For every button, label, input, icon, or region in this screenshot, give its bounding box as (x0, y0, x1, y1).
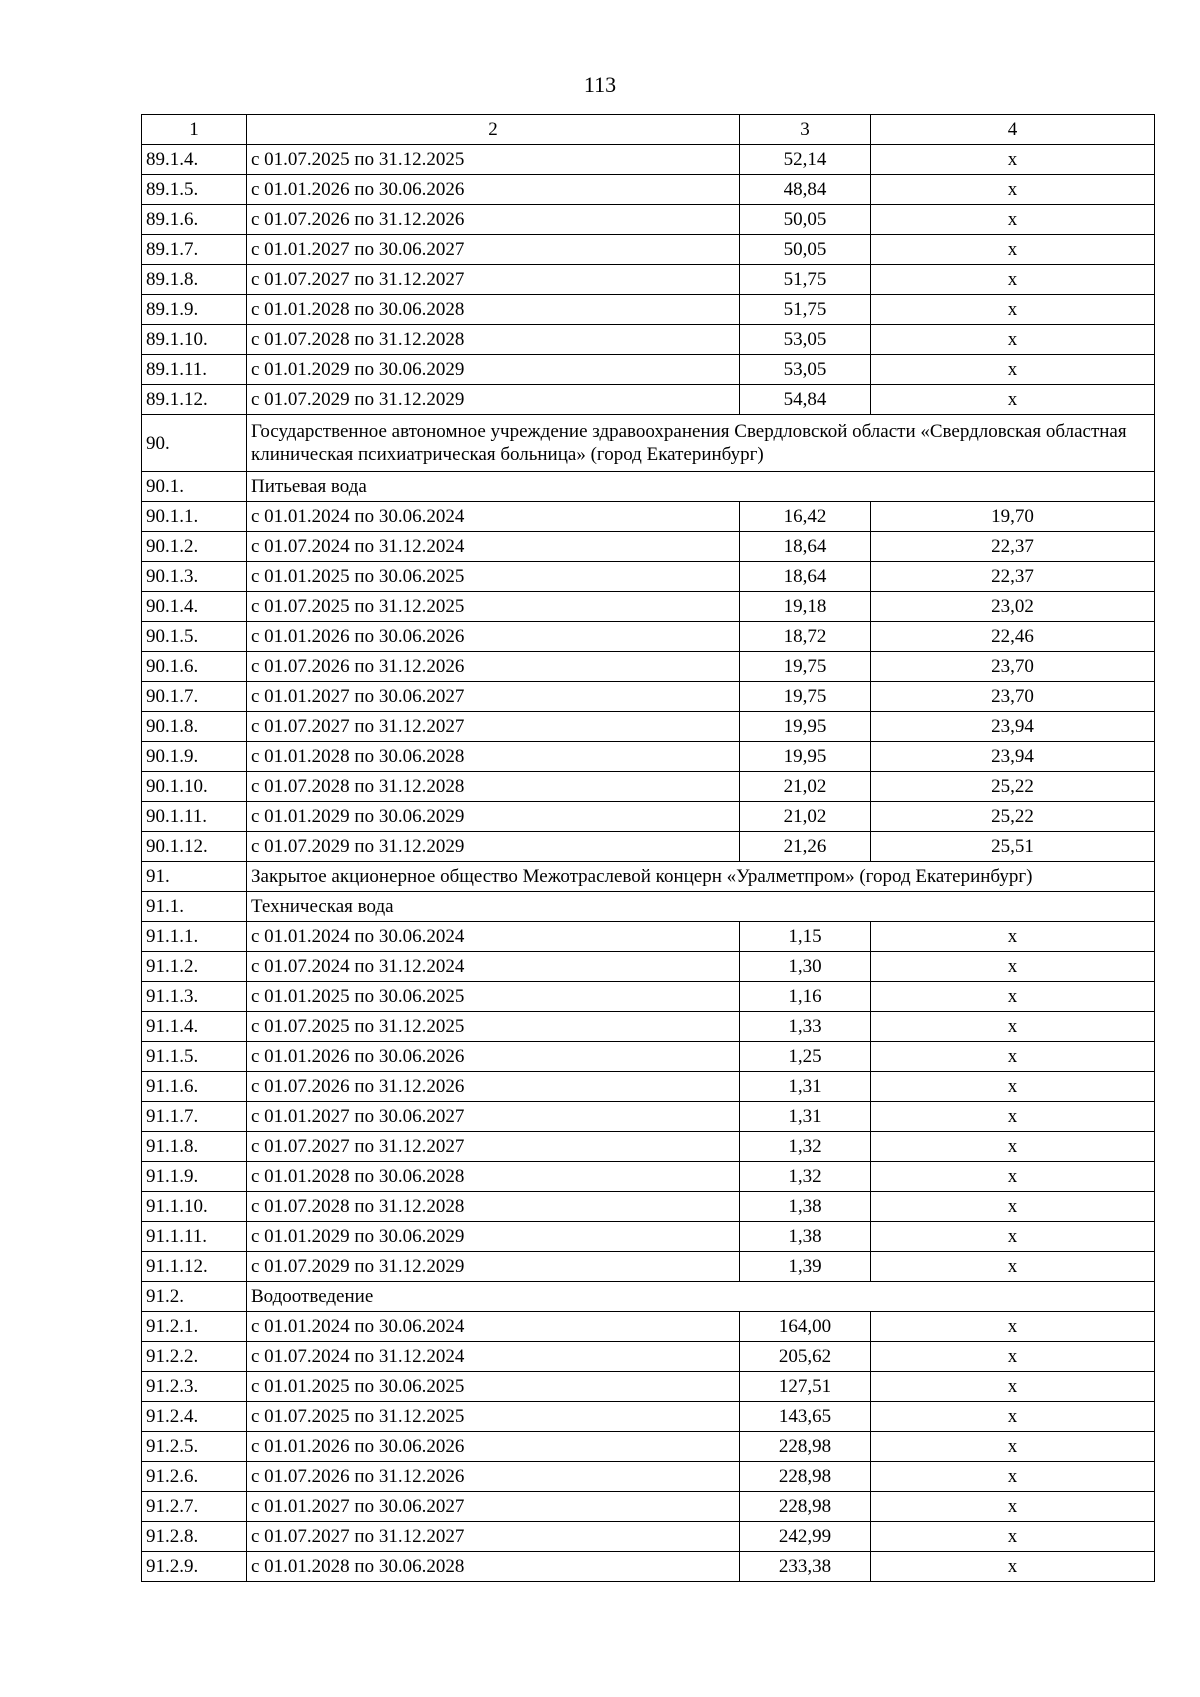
tariff-value-cell: 1,15 (740, 922, 871, 952)
period-cell: с 01.07.2025 по 31.12.2025 (247, 1402, 740, 1432)
tariff-vat-cell: 22,37 (871, 562, 1155, 592)
tariff-value-cell: 16,42 (740, 502, 871, 532)
header-cell-3: 3 (740, 115, 871, 145)
tariff-value-cell: 19,18 (740, 592, 871, 622)
tariff-vat-cell: 19,70 (871, 502, 1155, 532)
table-row (142, 1252, 1155, 1282)
period-cell: с 01.07.2026 по 31.12.2026 (247, 1072, 740, 1102)
row-number: 91.2.3. (142, 1372, 247, 1402)
tariff-value-cell: 21,26 (740, 832, 871, 862)
row-number: 90.1.8. (142, 712, 247, 742)
period-cell: с 01.07.2025 по 31.12.2025 (247, 592, 740, 622)
section-title: Водоотведение (247, 1282, 1155, 1312)
table-row (142, 1492, 1155, 1522)
header-row (142, 115, 1155, 145)
tariff-value-cell: 1,39 (740, 1252, 871, 1282)
row-number: 90.1.3. (142, 562, 247, 592)
row-number: 90.1.7. (142, 682, 247, 712)
row-number: 91.2.5. (142, 1432, 247, 1462)
tariff-value-cell: 19,75 (740, 652, 871, 682)
row-number: 91.1.1. (142, 922, 247, 952)
period-cell: с 01.01.2027 по 30.06.2027 (247, 1492, 740, 1522)
period-cell: с 01.01.2025 по 30.06.2025 (247, 982, 740, 1012)
table-row (142, 295, 1155, 325)
row-number: 90.1.9. (142, 742, 247, 772)
page-number: 113 (583, 72, 617, 97)
row-number: 91.2.8. (142, 1522, 247, 1552)
row-number: 89.1.8. (142, 265, 247, 295)
tariff-value-cell: 1,32 (740, 1162, 871, 1192)
tariff-vat-cell: х (871, 1492, 1155, 1522)
tariff-vat-cell: х (871, 1072, 1155, 1102)
tariff-vat-cell: х (871, 1462, 1155, 1492)
table-row (142, 652, 1155, 682)
period-cell: с 01.07.2026 по 31.12.2026 (247, 205, 740, 235)
tariff-value-cell: 51,75 (740, 265, 871, 295)
row-number: 90.1. (142, 472, 247, 502)
tariff-value-cell: 143,65 (740, 1402, 871, 1432)
period-cell: с 01.07.2028 по 31.12.2028 (247, 772, 740, 802)
period-cell: с 01.01.2025 по 30.06.2025 (247, 562, 740, 592)
row-number: 90.1.6. (142, 652, 247, 682)
tariff-value-cell: 19,75 (740, 682, 871, 712)
tariff-vat-cell: х (871, 1252, 1155, 1282)
tariff-vat-cell: х (871, 1432, 1155, 1462)
section-title: Государственное автономное учреждение здравоохранения Свердловской области «Свердловская областная клиническая психиатрическая больница» (город Екатеринбург) (247, 415, 1155, 472)
row-number: 91.1.12. (142, 1252, 247, 1282)
tariff-value-cell: 53,05 (740, 325, 871, 355)
tariff-vat-cell: х (871, 952, 1155, 982)
period-cell: с 01.07.2025 по 31.12.2025 (247, 145, 740, 175)
tariff-value-cell: 228,98 (740, 1432, 871, 1462)
tariff-value-cell: 1,25 (740, 1042, 871, 1072)
tariff-vat-cell: 23,94 (871, 742, 1155, 772)
table-row (142, 355, 1155, 385)
period-cell: с 01.07.2026 по 31.12.2026 (247, 652, 740, 682)
table-row (142, 1192, 1155, 1222)
tariff-value-cell: 53,05 (740, 355, 871, 385)
row-number: 91.2.7. (142, 1492, 247, 1522)
tariff-value-cell: 54,84 (740, 385, 871, 415)
table-row (142, 682, 1155, 712)
table-row (142, 1042, 1155, 1072)
tariff-vat-cell: х (871, 1222, 1155, 1252)
tariff-value-cell: 48,84 (740, 175, 871, 205)
tariff-value-cell: 18,64 (740, 532, 871, 562)
tariff-value-cell: 1,32 (740, 1132, 871, 1162)
table-row (142, 1372, 1155, 1402)
tariff-vat-cell: х (871, 1162, 1155, 1192)
row-number: 91.1. (142, 892, 247, 922)
tariff-value-cell: 242,99 (740, 1522, 871, 1552)
table-row (142, 1432, 1155, 1462)
row-number: 89.1.5. (142, 175, 247, 205)
tariff-value-cell: 228,98 (740, 1492, 871, 1522)
tariff-value-cell: 164,00 (740, 1312, 871, 1342)
tariff-value-cell: 233,38 (740, 1552, 871, 1582)
period-cell: с 01.01.2026 по 30.06.2026 (247, 175, 740, 205)
tariff-vat-cell: х (871, 235, 1155, 265)
row-number: 90.1.1. (142, 502, 247, 532)
row-number: 90.1.4. (142, 592, 247, 622)
table-row (142, 1552, 1155, 1582)
period-cell: с 01.01.2029 по 30.06.2029 (247, 1222, 740, 1252)
tariff-vat-cell: 25,51 (871, 832, 1155, 862)
period-cell: с 01.01.2024 по 30.06.2024 (247, 502, 740, 532)
tariff-value-cell: 18,64 (740, 562, 871, 592)
period-cell: с 01.01.2028 по 30.06.2028 (247, 742, 740, 772)
period-cell: с 01.07.2029 по 31.12.2029 (247, 832, 740, 862)
row-number: 91.2.4. (142, 1402, 247, 1432)
period-cell: с 01.01.2027 по 30.06.2027 (247, 1102, 740, 1132)
period-cell: с 01.01.2028 по 30.06.2028 (247, 1162, 740, 1192)
period-cell: с 01.07.2027 по 31.12.2027 (247, 1522, 740, 1552)
row-number: 90.1.12. (142, 832, 247, 862)
tariff-value-cell: 1,31 (740, 1072, 871, 1102)
tariff-vat-cell: 23,94 (871, 712, 1155, 742)
table-row (142, 1102, 1155, 1132)
period-cell: с 01.01.2024 по 30.06.2024 (247, 1312, 740, 1342)
tariff-vat-cell: 22,46 (871, 622, 1155, 652)
tariff-vat-cell: 23,70 (871, 652, 1155, 682)
table-row (142, 532, 1155, 562)
row-number: 91.1.2. (142, 952, 247, 982)
period-cell: с 01.01.2026 по 30.06.2026 (247, 1042, 740, 1072)
tariff-vat-cell: х (871, 1042, 1155, 1072)
tariff-vat-cell: х (871, 922, 1155, 952)
tariff-table (141, 114, 1155, 1582)
tariff-vat-cell: х (871, 1312, 1155, 1342)
tariff-vat-cell: х (871, 1102, 1155, 1132)
table-row (142, 562, 1155, 592)
period-cell: с 01.07.2026 по 31.12.2026 (247, 1462, 740, 1492)
tariff-value-cell: 1,16 (740, 982, 871, 1012)
table-row (142, 1222, 1155, 1252)
tariff-value-cell: 127,51 (740, 1372, 871, 1402)
row-number: 91.1.8. (142, 1132, 247, 1162)
table-row (142, 1162, 1155, 1192)
table-row (142, 325, 1155, 355)
period-cell: с 01.07.2025 по 31.12.2025 (247, 1012, 740, 1042)
table-row (142, 235, 1155, 265)
row-number: 91.1.7. (142, 1102, 247, 1132)
row-number: 90.1.5. (142, 622, 247, 652)
row-number: 89.1.10. (142, 325, 247, 355)
period-cell: с 01.07.2024 по 31.12.2024 (247, 532, 740, 562)
tariff-value-cell: 50,05 (740, 205, 871, 235)
row-number: 91.1.11. (142, 1222, 247, 1252)
section-row (142, 892, 1155, 922)
tariff-vat-cell: 23,02 (871, 592, 1155, 622)
table-row (142, 1132, 1155, 1162)
row-number: 91.1.4. (142, 1012, 247, 1042)
tariff-value-cell: 52,14 (740, 145, 871, 175)
table-row (142, 205, 1155, 235)
tariff-vat-cell: х (871, 1552, 1155, 1582)
tariff-vat-cell: х (871, 325, 1155, 355)
tariff-vat-cell: х (871, 1372, 1155, 1402)
row-number: 91.1.10. (142, 1192, 247, 1222)
table-row (142, 1312, 1155, 1342)
tariff-vat-cell: х (871, 1522, 1155, 1552)
period-cell: с 01.01.2026 по 30.06.2026 (247, 622, 740, 652)
tariff-value-cell: 51,75 (740, 295, 871, 325)
table-row (142, 145, 1155, 175)
section-row (142, 415, 1155, 472)
tariff-table-body (142, 115, 1155, 1582)
tariff-vat-cell: х (871, 175, 1155, 205)
tariff-vat-cell: 25,22 (871, 772, 1155, 802)
period-cell: с 01.01.2026 по 30.06.2026 (247, 1432, 740, 1462)
table-row (142, 952, 1155, 982)
row-number: 89.1.7. (142, 235, 247, 265)
row-number: 89.1.4. (142, 145, 247, 175)
table-row (142, 1342, 1155, 1372)
period-cell: с 01.01.2028 по 30.06.2028 (247, 295, 740, 325)
tariff-value-cell: 1,33 (740, 1012, 871, 1042)
row-number: 91.2.1. (142, 1312, 247, 1342)
period-cell: с 01.01.2029 по 30.06.2029 (247, 355, 740, 385)
section-row (142, 1282, 1155, 1312)
tariff-value-cell: 50,05 (740, 235, 871, 265)
period-cell: с 01.01.2028 по 30.06.2028 (247, 1552, 740, 1582)
section-row (142, 862, 1155, 892)
row-number: 91.2.9. (142, 1552, 247, 1582)
tariff-vat-cell: х (871, 1012, 1155, 1042)
period-cell: с 01.01.2025 по 30.06.2025 (247, 1372, 740, 1402)
tariff-value-cell: 1,30 (740, 952, 871, 982)
table-row (142, 265, 1155, 295)
tariff-vat-cell: х (871, 1192, 1155, 1222)
header-cell-1: 1 (142, 115, 247, 145)
row-number: 90. (142, 415, 247, 472)
tariff-vat-cell: х (871, 385, 1155, 415)
table-row (142, 1462, 1155, 1492)
tariff-vat-cell: х (871, 982, 1155, 1012)
period-cell: с 01.07.2029 по 31.12.2029 (247, 385, 740, 415)
table-row (142, 175, 1155, 205)
row-number: 91.1.3. (142, 982, 247, 1012)
period-cell: с 01.01.2027 по 30.06.2027 (247, 235, 740, 265)
row-number: 91.1.9. (142, 1162, 247, 1192)
row-number: 89.1.12. (142, 385, 247, 415)
row-number: 91.2.6. (142, 1462, 247, 1492)
header-cell-2: 2 (247, 115, 740, 145)
table-row (142, 832, 1155, 862)
tariff-vat-cell: 23,70 (871, 682, 1155, 712)
row-number: 90.1.2. (142, 532, 247, 562)
tariff-value-cell: 205,62 (740, 1342, 871, 1372)
row-number: 91.1.6. (142, 1072, 247, 1102)
tariff-vat-cell: х (871, 145, 1155, 175)
tariff-value-cell: 1,38 (740, 1222, 871, 1252)
tariff-vat-cell: х (871, 205, 1155, 235)
header-cell-4: 4 (871, 115, 1155, 145)
section-title: Питьевая вода (247, 472, 1155, 502)
tariff-value-cell: 228,98 (740, 1462, 871, 1492)
period-cell: с 01.07.2028 по 31.12.2028 (247, 325, 740, 355)
table-row (142, 742, 1155, 772)
tariff-value-cell: 19,95 (740, 712, 871, 742)
tariff-vat-cell: 25,22 (871, 802, 1155, 832)
tariff-value-cell: 21,02 (740, 802, 871, 832)
period-cell: с 01.01.2029 по 30.06.2029 (247, 802, 740, 832)
section-row (142, 472, 1155, 502)
period-cell: с 01.01.2027 по 30.06.2027 (247, 682, 740, 712)
table-row (142, 772, 1155, 802)
period-cell: с 01.07.2027 по 31.12.2027 (247, 712, 740, 742)
row-number: 89.1.6. (142, 205, 247, 235)
tariff-vat-cell: х (871, 295, 1155, 325)
tariff-vat-cell: х (871, 355, 1155, 385)
tariff-value-cell: 18,72 (740, 622, 871, 652)
row-number: 91. (142, 862, 247, 892)
row-number: 91.2.2. (142, 1342, 247, 1372)
tariff-vat-cell: х (871, 1132, 1155, 1162)
table-row (142, 622, 1155, 652)
table-row (142, 502, 1155, 532)
table-row (142, 1522, 1155, 1552)
row-number: 90.1.11. (142, 802, 247, 832)
period-cell: с 01.07.2024 по 31.12.2024 (247, 1342, 740, 1372)
period-cell: с 01.07.2028 по 31.12.2028 (247, 1192, 740, 1222)
period-cell: с 01.07.2027 по 31.12.2027 (247, 1132, 740, 1162)
table-row (142, 922, 1155, 952)
section-title: Техническая вода (247, 892, 1155, 922)
period-cell: с 01.01.2024 по 30.06.2024 (247, 922, 740, 952)
table-row (142, 1402, 1155, 1432)
tariff-value-cell: 19,95 (740, 742, 871, 772)
tariff-vat-cell: х (871, 265, 1155, 295)
row-number: 91.1.5. (142, 1042, 247, 1072)
row-number: 91.2. (142, 1282, 247, 1312)
table-row (142, 982, 1155, 1012)
tariff-vat-cell: х (871, 1342, 1155, 1372)
tariff-value-cell: 1,31 (740, 1102, 871, 1132)
row-number: 89.1.11. (142, 355, 247, 385)
table-row (142, 385, 1155, 415)
table-row (142, 1012, 1155, 1042)
row-number: 90.1.10. (142, 772, 247, 802)
row-number: 89.1.9. (142, 295, 247, 325)
table-row (142, 802, 1155, 832)
period-cell: с 01.07.2027 по 31.12.2027 (247, 265, 740, 295)
tariff-vat-cell: 22,37 (871, 532, 1155, 562)
table-row (142, 592, 1155, 622)
section-title: Закрытое акционерное общество Межотраслевой концерн «Уралметпром» (город Екатеринбург) (247, 862, 1155, 892)
table-row (142, 712, 1155, 742)
tariff-value-cell: 21,02 (740, 772, 871, 802)
tariff-value-cell: 1,38 (740, 1192, 871, 1222)
tariff-vat-cell: х (871, 1402, 1155, 1432)
table-row (142, 1072, 1155, 1102)
period-cell: с 01.07.2024 по 31.12.2024 (247, 952, 740, 982)
period-cell: с 01.07.2029 по 31.12.2029 (247, 1252, 740, 1282)
